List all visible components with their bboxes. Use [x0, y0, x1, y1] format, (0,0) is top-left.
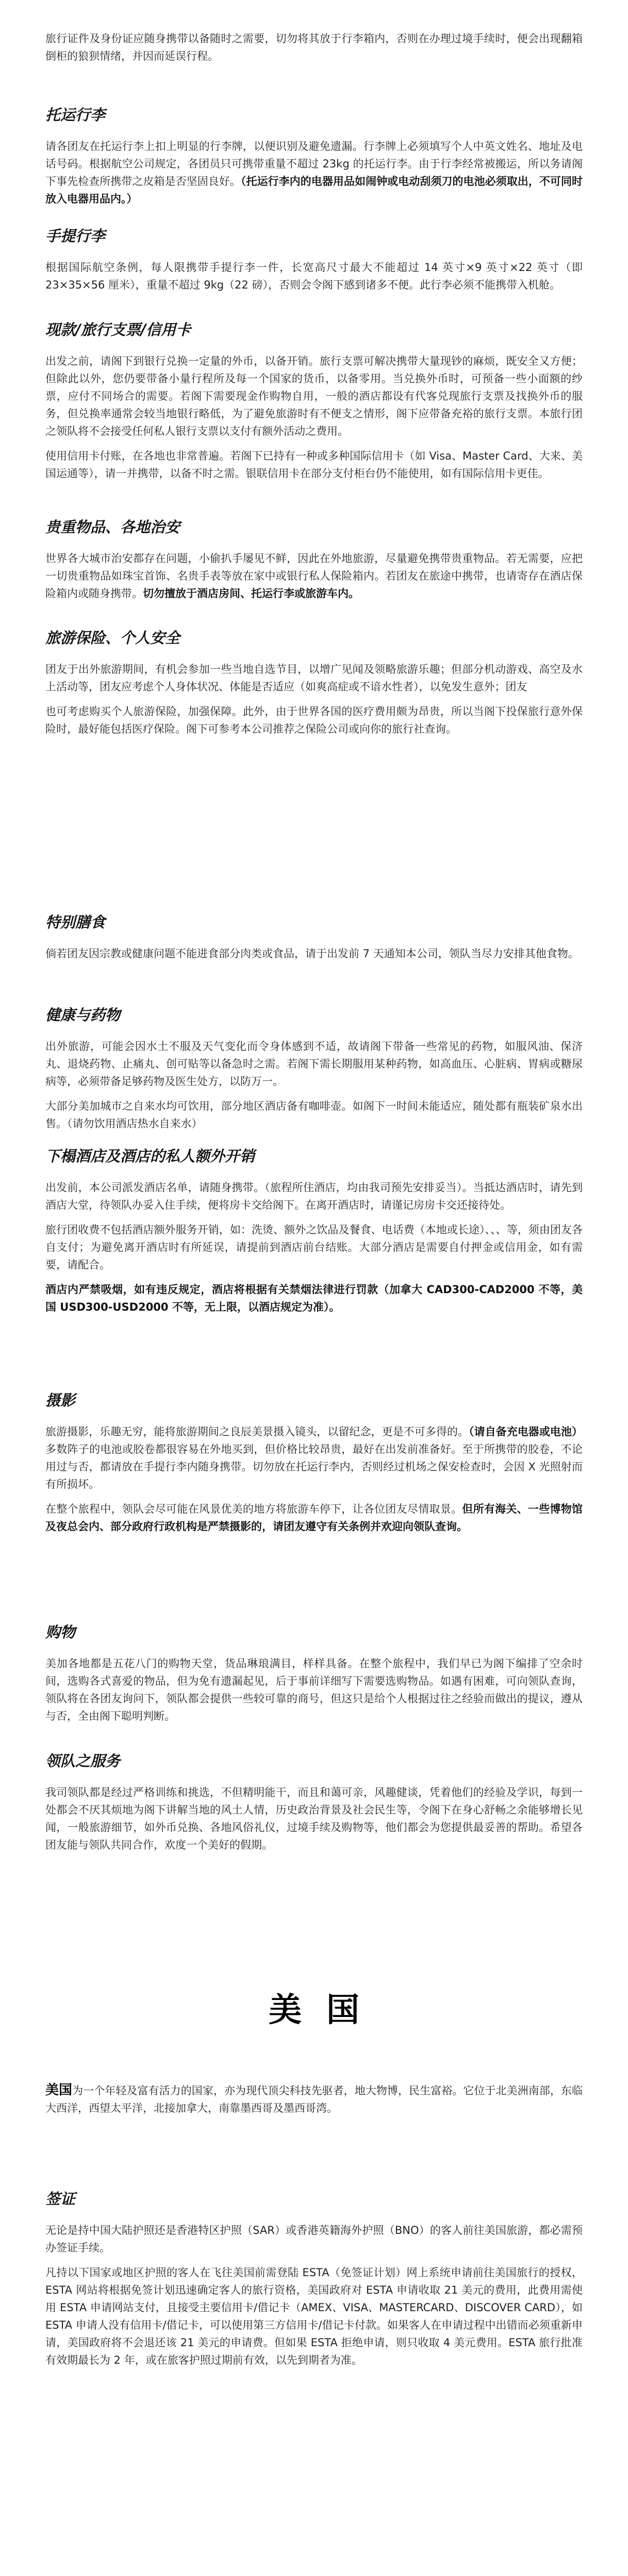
text-run: 出外旅游，可能会因水土不服及天气变化而令身体感到不适，故请阁下带备一些常见的药物，如服风油、保济丸、退烧药物、止痛丸、创可贴等以备急时之需。若阁下需长期服用某种药物，如高血压、心脏病、胃病或糖尿病等，必须带备足够药物及医生处方，以防万一。: [45, 1040, 583, 1088]
paragraph: [45, 352, 583, 440]
text-run: 在整个旅程中，领队会尽可能在风景优美的地方将旅游车停下，让各位团友尽情取景。: [45, 1503, 462, 1515]
paragraph: [45, 660, 583, 696]
intro-block: [45, 30, 583, 65]
text-run: 世界各大城市治安都存在问题，小偷扒手屡见不鲜，因此在外地旅游，尽量避免携带贵重物品。若无需要，应把一切贵重物品如珠宝首饰、名贵手表等放在家中或银行私人保险箱内。若团友在旅途中携带，也请寄存在酒店保险箱内或随身携带。: [45, 552, 583, 600]
paragraph: [45, 1038, 583, 1090]
section-title: 托运行李: [45, 106, 106, 124]
section-title: 健康与药物: [45, 1006, 121, 1024]
section-health: [45, 1006, 583, 1132]
bold-text: （托运行李内的电器用品如闹钟或电动刮须刀的电池必须取出，不可同时放入电器用品内。）: [45, 175, 583, 205]
text-run: 大部分美加城市之自来水均可饮用，部分地区酒店备有咖啡壶。如阁下一时间未能适应，随处都有瓶装矿泉水出售。（请勿饮用酒店热水自来水）: [45, 1100, 583, 1130]
section-valuables: [45, 518, 583, 602]
text-run: 旅游摄影，乐趣无穷，能将旅游期间之良辰美景摄入镜头，以留纪念，更是不可多得的。: [45, 1426, 469, 1438]
section-checked-luggage: [45, 106, 583, 208]
section-title: 特别膳食: [45, 913, 106, 931]
paragraph: [45, 1784, 583, 1854]
paragraph: [45, 1097, 583, 1132]
paragraph: [45, 1221, 583, 1274]
paragraph: [45, 1423, 583, 1493]
paragraph: [45, 2222, 583, 2257]
usa-intro-block: [45, 2081, 583, 2117]
section-title: 现款/旅行支票/信用卡: [45, 321, 191, 338]
text-run: 美加各地都是五花八门的购物天堂，货品琳琅满目，样样具备。在整个旅程中，我们早已为阁下编排了空余时间，选购各式喜爱的物品，但为免有遗漏起见，后于事前详细写下需要选购物品。如遇有困难，可向领队查询，领队将在各团友询问下，领队都会提供一些较可靠的商号，但这只是给个人根据过往之经验而做出的提议，遵从与否，全由阁下聪明判断。: [45, 1657, 583, 1722]
paragraph: [45, 945, 583, 962]
section-photo: [45, 1391, 583, 1535]
text-run: 多数阵子的电池或胶卷都很容易在外地买到，但价格比较昂贵，最好在出发前准备好。至于所携带的胶卷，不论用过与否，都请放在手提行李内随身携带。切勿放在托运行李内，否则经过机场之保安检查时，会因 X 光照射而有所损坏。: [45, 1443, 583, 1490]
text-run: 请各团友在托运行李上扣上明显的行李牌，以便识别及避免遗漏。行李牌上必须填写个人中英文姓名、地址及电话号码。根据航空公司规定，各团员只可携带重量不超过 23kg 的托运行李。由于行李经常被搬运，所以务请阁下事先检查所携带之皮箱是否坚固良好。: [45, 140, 583, 188]
section-shopping: [45, 1623, 583, 1725]
bold-text: 酒店内严禁吸烟，如有违反规定，酒店将根据有关禁烟法律进行罚款（加拿大 CAD300-CAD2000 不等，美国 USD300-USD2000 不等，无上限，以酒店规定为准）。: [45, 1283, 583, 1313]
section-title: 旅游保险、个人安全: [45, 629, 180, 647]
section-title: 摄影: [45, 1392, 76, 1409]
paragraph: [45, 1179, 583, 1214]
paragraph: [45, 1500, 583, 1535]
paragraph: [45, 259, 583, 294]
usa-heading-block: [45, 1984, 583, 2031]
text-run: 无论是持中国大陆护照还是香港特区护照（SAR）或香港英籍海外护照（BNO）的客人前往美国旅游，都必需预办签证手续。: [45, 2224, 583, 2254]
visa-title: 签证: [45, 2190, 76, 2208]
section-insurance: [45, 629, 583, 738]
text-run: 出发之前，请阁下到银行兑换一定量的外币，以备开销。旅行支票可解决携带大量现钞的麻烦，既安全又方便；但除此以外，您仍要带备小量行程所及每一个国家的货币，以备零用。当兑换外币时，可预备一些小面额的纱票，应付不同场合的需要。若阁下需要现金作购物自用，一般的酒店都设有代客兑现旅行支票及找换外币的服务，但兑换率通常会较当地银行略低，为了避免旅游时有不便支之情形，阁下应带备充裕的旅行支票。本旅行团之领队将不会接受任何私人银行支票以支付有额外活动之费用。: [45, 355, 583, 437]
text-run: 我司领队都是经过严格训练和挑选，不但精明能干，而且和蔼可亲，风趣健谈，凭着他们的经验及学识，每到一处都会不厌其烦地为阁下讲解当地的风土人情，历史政治背景及社会民生等，令阁下在身心舒畅之余能够增长见闻，一般旅游细节，如外币兑换、各地风俗礼仪，过境手续及购物等，他们都会为您提供最妥善的帮助。希望各团友能与领队共同合作，欢度一个美好的假期。: [45, 1786, 583, 1851]
bold-text: （请自备充电器或电池）: [469, 1426, 583, 1438]
section-title: 下榻酒店及酒店的私人额外开销: [45, 1147, 255, 1165]
usa-intro: [45, 2081, 583, 2117]
text-run: 使用信用卡付账，在各地也非常普遍。若阁下已持有一种或多种国际信用卡（如 Visa、Master Card、大来、美国运通等），请一并携带，以备不时之需。银联信用卡在部分支付柜台仍不能使用，如有国际信用卡更佳。: [45, 450, 583, 480]
section-tour-leader: [45, 1752, 583, 1854]
section-hotel-fees: [45, 1147, 583, 1316]
section-title: 购物: [45, 1623, 76, 1641]
text-run: 凡持以下国家或地区护照的客人在飞往美国前需登陆 ESTA（免签证计划）网上系统申请前往美国旅行的授权，ESTA 网站将根据免签计划迅速确定客人的旅行资格，美国政府对 ESTA 申请收取 21 美元的费用，此费用需使用 ESTA 申请网站支付，且接受主要信用卡/借记卡（AMEX、VISA、MASTERCARD、DISCOVER CARD），如 ESTA 申请人没有信用卡/借记卡，可以使用第三方信用卡/借记卡付款。如果客人在申请过程中出错而必须重新申请，美国政府将不会退还该 21 美元的申请费。但如果 ESTA 拒绝申请，则只收取 4 美元费用。ESTA 旅行批准有效期最长为 2 年，或在旅客护照过期前有效，以先到期者为准。: [45, 2266, 583, 2366]
paragraph: [45, 2264, 583, 2369]
paragraph: [45, 550, 583, 602]
paragraph: [45, 447, 583, 482]
paragraph: [45, 138, 583, 208]
text-run: 也可考虑购买个人旅游保险，加强保障。此外，由于世界各国的医疗费用颇为昂贵，所以当阁下投保旅行意外保险时，最好能包括医疗保险。阁下可参考本公司推荐之保险公司或向你的旅行社查询。: [45, 705, 583, 735]
country-heading: 美国: [269, 1991, 384, 2029]
section-title: 领队之服务: [45, 1752, 121, 1770]
paragraph: [45, 703, 583, 738]
paragraph: [45, 1655, 583, 1725]
section-visa: [45, 2190, 583, 2369]
section-cash-cards: [45, 320, 583, 482]
section-title: 手提行李: [45, 227, 106, 245]
section-diet: [45, 913, 583, 962]
bold-text: 切勿擅放于酒店房间、托运行李或旅游车内。: [143, 587, 359, 600]
intro-paragraph: 旅行证件及身份证应随身携带以备随时之需要，切勿将其放于行李箱内，否则在办理过境手续时，便会出现翻箱倒柜的狼狈情绪，并因而延误行程。: [45, 32, 583, 62]
usa-intro-rest: 为一个年轻及富有活力的国家，亦为现代顶尖科技先驱者，地大物博，民生富裕。它位于北美洲南部，东临大西洋，西望太平洋，北接加拿大，南靠墨西哥及墨西哥湾。: [45, 2084, 583, 2114]
paragraph: [45, 1281, 583, 1316]
text-run: 根据国际航空条例，每人限携带手提行李一件，长宽高尺寸最大不能超过 14 英寸×9 英寸×22 英寸（即 23×35×56 厘米），重量不超过 9kg（22 磅），否则会令阁下感到诸多不便。此行李必须不能携带入机舱。: [45, 261, 583, 291]
bold-text: 但所有海关、一些博物馆及夜总会内、部分政府行政机构是严禁摄影的，请团友遵守有关条例并欢迎向领队查询。: [45, 1503, 583, 1533]
text-run: 旅行团收费不包括酒店额外服务开销，如：洗烫、额外之饮品及餐食、电话费（本地或长途）、、、等，须由团友各自支付；为避免离开酒店时有所延误，请提前到酒店前台结账。大部分酒店是需要自付押金或信用金，如有需要，请配合。: [45, 1224, 583, 1271]
text-run: 倘若团友因宗教或健康问题不能进食部分肉类或食品，请于出发前 7 天通知本公司，领队当尽力安排其他食物。: [45, 947, 579, 960]
text-run: 出发前，本公司派发酒店名单，请随身携带。（旅程所住酒店，均由我司预先安排妥当）。当抵达酒店时，请先到酒店大堂，待领队办妥入住手续，便将房卡交给阁下。在离开酒店时，请谨记房房卡交还接待处。: [45, 1181, 583, 1211]
section-title: 贵重物品、各地治安: [45, 518, 180, 536]
usa-intro-lead: 美国: [45, 2082, 73, 2098]
text-run: 团友于出外旅游期间，有机会参加一些当地自选节目，以增广见闻及领略旅游乐趣；但部分机动游戏、高空及水上活动等，团友应考虑个人身体状况、体能是否适应（如爽高症或不谙水性者），以免发生意外；团友: [45, 663, 583, 693]
section-carry-on: [45, 227, 583, 294]
